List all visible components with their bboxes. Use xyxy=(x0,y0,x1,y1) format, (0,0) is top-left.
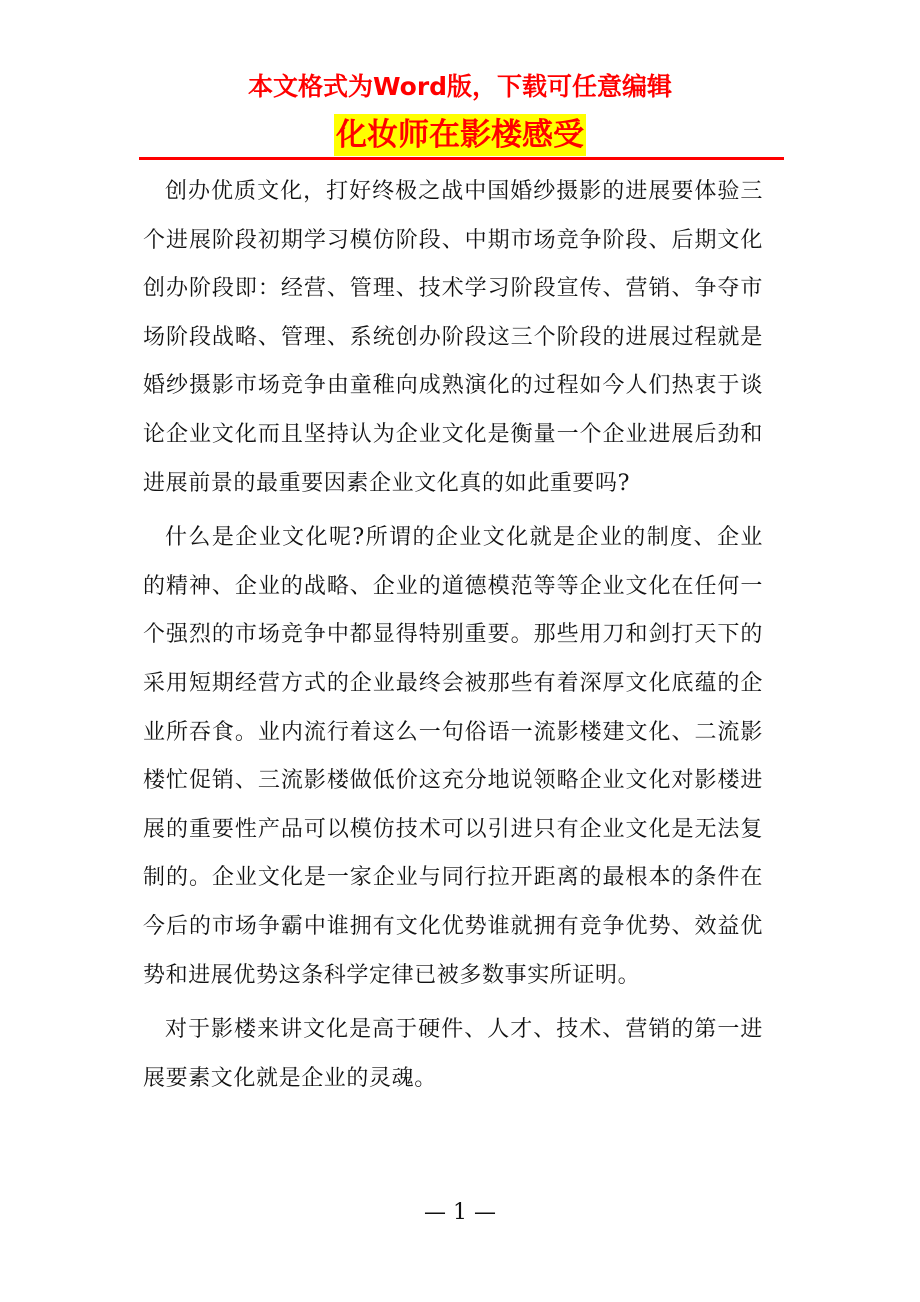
page-number: — 1 — xyxy=(424,1200,496,1225)
paragraph: 对于影楼来讲文化是高于硬件、人才、技术、营销的第一进展要素文化就是企业的灵魂。 xyxy=(143,1017,763,1091)
title-divider xyxy=(139,157,784,160)
format-notice-banner: 本文格式为Word版，下载可任意编辑 xyxy=(247,72,673,101)
paragraph: 创办优质文化，打好终极之战中国婚纱摄影的进展要体验三个进展阶段初期学习模仿阶段、中期市场竞争阶段、后期文化创办阶段即：经营、管理、技术学习阶段宣传、营销、争夺市场阶段战略、管理、系统创办阶段这三个阶段的进展过程就是婚纱摄影市场竞争由童稚向成熟演化的过程如今人们热衷于谈论企业文化而且坚持认为企业文化是衡量一个企业进展后劲和进展前景的最重要因素企业文化真的如此重要吗? xyxy=(143,179,763,496)
document-body xyxy=(143,168,763,1109)
document-title: 化妆师在影楼感受 xyxy=(334,114,586,156)
title-container xyxy=(0,114,920,156)
paragraph: 什么是企业文化呢?所谓的企业文化就是企业的制度、企业的精神、企业的战略、企业的道德模范等等企业文化在任何一个强烈的市场竞争中都显得特别重要。那些用刀和剑打天下的采用短期经营方式的企业最终会被那些有着深厚文化底蕴的企业所吞食。业内流行着这么一句俗语一流影楼建文化、二流影楼忙促销、三流影楼做低价这充分地说领略企业文化对影楼进展的重要性产品可以模仿技术可以引进只有企业文化是无法复制的。企业文化是一家企业与同行拉开距离的最根本的条件在今后的市场争霸中谁拥有文化优势谁就拥有竞争优势、效益优势和进展优势这条科学定律已被多数事实所证明。 xyxy=(143,525,763,988)
